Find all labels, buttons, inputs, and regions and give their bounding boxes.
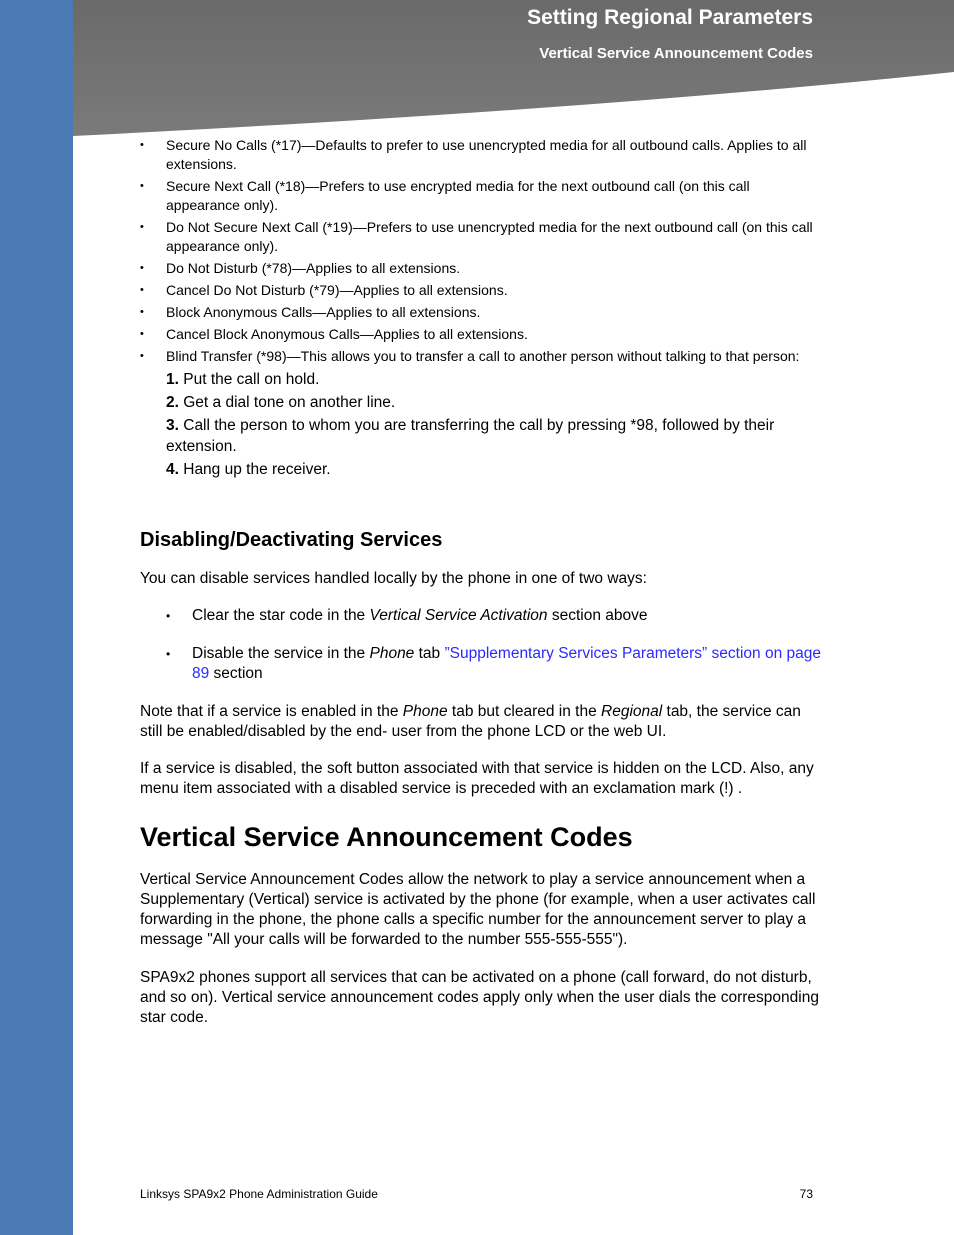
vsac-heading: Vertical Service Announcement Codes bbox=[140, 822, 633, 852]
list-item: • Secure No Calls (*17)—Defaults to prefer to use unencrypted media for all outbound calls. Applies to all extensions. bbox=[140, 136, 820, 174]
step-item: 4. Hang up the receiver. bbox=[166, 461, 331, 478]
list-item: • Clear the star code in the Vertical Service Activation section above bbox=[166, 606, 842, 626]
service-bullet-list bbox=[140, 136, 820, 482]
footer-guide-title: Linksys SPA9x2 Phone Administration Guide bbox=[140, 1187, 378, 1201]
list-item: • Blind Transfer (*98)—This allows you to transfer a call to another person without talking to that person: bbox=[140, 347, 820, 366]
chapter-title: Setting Regional Parameters bbox=[527, 6, 813, 29]
vsac-paragraph-1: Vertical Service Announcement Codes allow the network to play a service announcement when a Supplementary (Vertical) service is activated by the phone (for example, when a user activates call forwarding in the phone, the phone calls a specific number for the announcement server to play a message "All your calls will be forwarded to the number 555-555-555"). bbox=[140, 871, 816, 948]
list-item: • Cancel Do Not Disturb (*79)—Applies to all extensions. bbox=[140, 281, 820, 300]
transfer-steps bbox=[166, 369, 820, 480]
cross-reference-link[interactable]: ”Supplementary Services Parameters” section on page 89 bbox=[192, 645, 821, 682]
header-banner bbox=[73, 0, 954, 136]
left-sidebar-band bbox=[0, 0, 73, 1235]
step-item: 2. Get a dial tone on another line. bbox=[166, 394, 396, 411]
disabling-heading: Disabling/Deactivating Services bbox=[140, 529, 443, 551]
disabling-intro: You can disable services handled locally by the phone in one of two ways: bbox=[140, 570, 647, 587]
list-item: • Disable the service in the Phone tab ”Supplementary Services Parameters” section on page 89 section bbox=[166, 644, 842, 684]
section-subtitle: Vertical Service Announcement Codes bbox=[539, 45, 813, 62]
disabled-service-paragraph: If a service is disabled, the soft button associated with that service is hidden on the LCD. Also, any menu item associated with a disabled service is preceded with an exclamation mark (!) . bbox=[140, 760, 814, 797]
list-item: • Cancel Block Anonymous Calls—Applies to all extensions. bbox=[140, 325, 820, 344]
list-item: • Secure Next Call (*18)—Prefers to use encrypted media for the next outbound call (on this call appearance only). bbox=[140, 177, 820, 215]
list-item: • Do Not Secure Next Call (*19)—Prefers to use unencrypted media for the next outbound call (on this call appearance only). bbox=[140, 218, 820, 256]
page-number: 73 bbox=[799, 1187, 813, 1201]
vsac-paragraph-2: SPA9x2 phones support all services that can be activated on a phone (call forward, do not disturb, and so on). Vertical service announcement codes apply only when the user dials the corresponding star code. bbox=[140, 969, 819, 1026]
step-item: 1. Put the call on hold. bbox=[166, 371, 320, 388]
list-item: • Do Not Disturb (*78)—Applies to all extensions. bbox=[140, 259, 820, 278]
step-item: 3. Call the person to whom you are transferring the call by pressing *98, followed by their extension. bbox=[166, 417, 775, 455]
list-item: • Block Anonymous Calls—Applies to all extensions. bbox=[140, 303, 820, 322]
note-paragraph: Note that if a service is enabled in the Phone tab but cleared in the Regional tab, the service can still be enabled/disabled by the end- user from the phone LCD or the web UI. bbox=[140, 703, 801, 740]
